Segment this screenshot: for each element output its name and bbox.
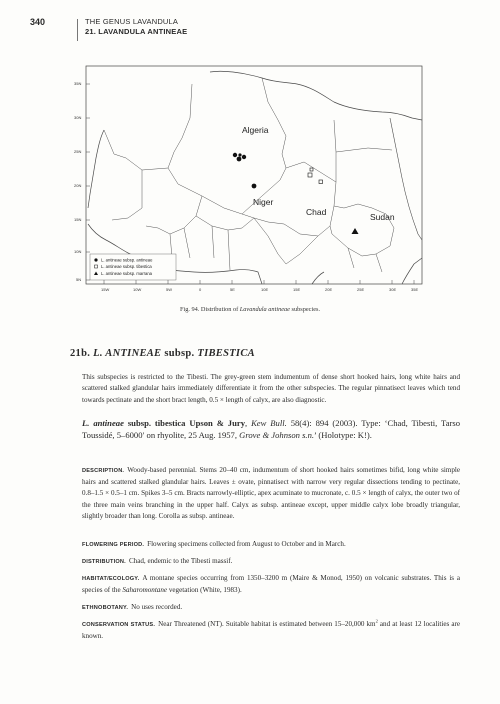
legend-antineae: L. antineae subsp. antineae xyxy=(101,257,153,263)
habitat-text-a: A montane species occurring from 1350–3200 m (Maire & Monod, 1950) on volcanic substrates. This is a species of the xyxy=(82,574,460,595)
distribution-map xyxy=(72,58,434,298)
flowering-text: Flowering specimens collected from August to October and in March. xyxy=(147,540,346,548)
description-text: Woody-based perennial. Stems 20–40 cm, indumentum of short hooked hairs sometimes bifid, long white simple hairs and scattered stalked glandular hairs. Leaves ± ovate, pinnatisect with narrow very regular dissections tending to pectinate, 0.8–1.5 × 0.5–1 cm. Spikes 3–5 cm. Bracts narrowly-elliptic, apex acuminate to mucronate, c. 0.5 × length of calyx, the outer two of the three main veins branching in the upper half. Calyx as subsp. antineae except, upper middle calyx lobe broadly triangular, slightly broader than long. Corolla as subsp. antineae. xyxy=(82,466,460,520)
section-epithet: TIBESTICA xyxy=(197,348,255,359)
intro-paragraph: This subspecies is restricted to the Tibesti. The grey-green stem indumentum of dense short hooked hairs, long white hairs and scattered stalked glandular hairs immediately differentiate it from the other subspecies. The regular pinnatisect leaves which tend towards pectinate and the short bract length, 0.5 × length of calyx, are also diagnostic. xyxy=(82,373,460,404)
lon-label-10w: 10W xyxy=(133,287,142,292)
lat-label-30n: 30N xyxy=(74,115,82,120)
flowering-heading: FLOWERING PERIOD. xyxy=(82,542,145,548)
taxon-reference: 58(4): 894 (2003). Type: ‘Chad, Tibesti, Tarso Toussidé, 5–6000′ on rhyolite, 25 Aug. 1957, xyxy=(82,418,461,441)
section-rank: subsp. xyxy=(164,348,195,359)
chapter-title: 21. LAVANDULA ANTINEAE xyxy=(85,27,188,36)
antineae-point xyxy=(237,157,242,162)
country-label-chad: Chad xyxy=(306,207,327,217)
antineae-point xyxy=(252,184,257,189)
page-number: 340 xyxy=(30,17,46,27)
lat-label-15n: 15N xyxy=(74,217,82,222)
lon-label-5e: 5E xyxy=(230,287,235,292)
lat-label-20n: 20N xyxy=(74,183,82,188)
conservation-superscript: 2 xyxy=(375,618,378,624)
ethnobotany-text: No uses recorded. xyxy=(131,603,183,611)
antineae-point xyxy=(233,153,237,157)
conservation-heading: CONSERVATION STATUS. xyxy=(82,622,156,628)
taxon-journal: Kew Bull. xyxy=(251,418,287,428)
header-divider xyxy=(77,19,78,41)
map-frame xyxy=(86,66,422,284)
taxon-holotype: (Holotype: K!). xyxy=(318,430,372,441)
figure-caption xyxy=(0,306,500,313)
legend-tibestica: L. antineae subsp. tibestica xyxy=(101,264,152,270)
legend-marrana: L. antineae subsp. marrana xyxy=(101,271,152,276)
conservation-text-a: Near Threatened (NT). Suitable habitat is estimated between 15–20,000 km xyxy=(158,620,376,628)
lon-label-35e: 35E xyxy=(411,287,419,292)
lat-label-10n: 10N xyxy=(74,249,82,254)
lon-label-30e: 30E xyxy=(389,287,397,292)
distribution-text: Chad, endemic to the Tibesti massif. xyxy=(128,557,233,565)
taxon-rank-authors: subsp. tibestica Upson & Jury xyxy=(123,418,245,428)
antineae-point xyxy=(242,155,246,159)
caption-prefix: Fig. 94. Distribution of xyxy=(179,306,240,313)
habitat-paragraph xyxy=(82,573,460,596)
section-species: L. ANTINEAE xyxy=(93,348,162,359)
section-title xyxy=(70,348,255,359)
legend-circle-icon xyxy=(94,258,97,261)
habitat-heading: HABITAT/ECOLOGY. xyxy=(82,576,140,582)
habitat-text-b: vegetation (White, 1983). xyxy=(167,586,242,595)
lon-label-5w: 5W xyxy=(166,287,172,292)
map-svg xyxy=(72,58,434,298)
lat-label-35n: 35N xyxy=(74,81,82,86)
running-header xyxy=(30,17,470,41)
description-heading: DESCRIPTION. xyxy=(82,468,125,474)
lon-label-15w: 15W xyxy=(101,287,110,292)
ethnobotany-heading: ETHNOBOTANY. xyxy=(82,605,129,611)
habitat-italic: Saharomontane xyxy=(122,586,168,595)
section-number: 21b. xyxy=(70,348,91,359)
antineae-point xyxy=(238,153,241,156)
map-legend xyxy=(90,254,176,280)
lon-label-15e: 15E xyxy=(293,287,301,292)
distribution-paragraph xyxy=(82,556,460,568)
taxon-citation: L. antineae subsp. tibestica Upson & Jury, Kew Bull. 58(4): 894 (2003). Type: ‘Chad, Tibesti, Tarso Toussidé, 5–6000′ on rhyolite, 25 Aug. 1957, Grove & Johnson s.n.’ (Holotype: K!). xyxy=(82,418,461,441)
lat-label-25n: 25N xyxy=(74,149,82,154)
lon-label-20e: 20E xyxy=(325,287,333,292)
book-title: THE GENUS LAVANDULA xyxy=(85,17,179,26)
taxon-collectors: Grove & Johnson s.n. xyxy=(239,430,315,441)
distribution-heading: DISTRIBUTION. xyxy=(82,559,126,565)
taxon-name: L. antineae xyxy=(82,418,124,428)
description-paragraph xyxy=(82,465,460,522)
lon-label-25e: 25E xyxy=(357,287,365,292)
country-label-algeria: Algeria xyxy=(242,125,269,135)
lon-label-10e: 10E xyxy=(261,287,269,292)
caption-taxon: Lavandula antineae xyxy=(239,306,290,313)
country-label-niger: Niger xyxy=(253,197,274,207)
country-label-sudan: Sudan xyxy=(370,212,395,222)
lat-label-5n: 5N xyxy=(76,277,82,282)
flowering-paragraph xyxy=(82,539,460,551)
taxon-closing: ’ xyxy=(314,430,317,441)
conservation-text-b: and at least 12 localities are known. xyxy=(82,620,460,641)
lon-label-0: 0 xyxy=(199,287,202,292)
ethnobotany-paragraph xyxy=(82,602,460,614)
conservation-paragraph xyxy=(82,619,460,642)
caption-suffix: subspecies. xyxy=(289,306,321,313)
